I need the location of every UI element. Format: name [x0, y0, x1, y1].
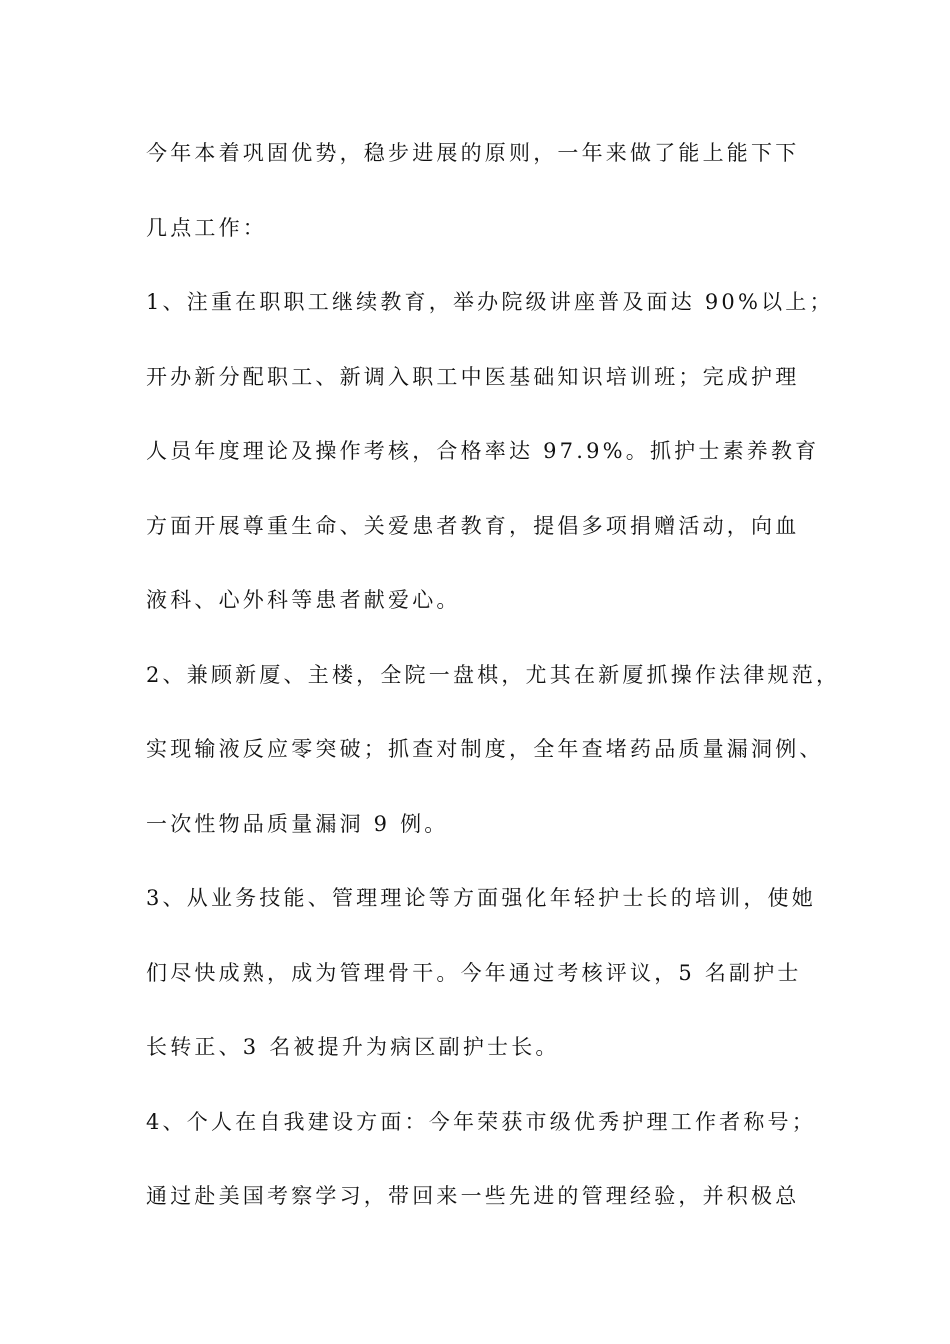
document-line-12: 们尽快成熟，成为管理骨干。今年通过考核评议，5 名副护士: [146, 960, 802, 985]
document-line-2: 几点工作：: [146, 215, 267, 240]
document-line-9: 实现输液反应零突破；抓查对制度，全年查堵药品质量漏洞例、: [146, 737, 824, 761]
document-line-5: 人员年度理论及操作考核，合格率达 97.9%。抓护士素养教育: [146, 439, 820, 463]
document-line-7: 液科、心外科等患者献爱心。: [146, 588, 461, 612]
document-line-4: 开办新分配职工、新调入职工中医基础知识培训班；完成护理: [146, 364, 800, 389]
document-line-8: 2、兼顾新厦、主楼，全院一盘棋，尤其在新厦抓操作法律规范，: [146, 662, 841, 687]
document-line-15: 通过赴美国考察学习，带回来一些先进的管理经验，并积极总: [146, 1184, 800, 1208]
document-line-1: 今年本着巩固优势，稳步进展的原则，一年来做了能上能下下: [146, 141, 800, 165]
document-line-3: 1、注重在职职工继续教育，举办院级讲座普及面达 90%以上；: [146, 290, 834, 314]
document-line-10: 一次性物品质量漏洞 9 例。: [146, 811, 449, 836]
document-line-13: 长转正、3 名被提升为病区副护士长。: [146, 1035, 560, 1059]
document-line-6: 方面开展尊重生命、关爱患者教育，提倡多项捐赠活动，向血: [146, 513, 800, 538]
document-line-11: 3、从业务技能、管理理论等方面强化年轻护士长的培训，使她: [146, 886, 816, 910]
document-line-14: 4、个人在自我建设方面：今年荣获市级优秀护理工作者称号；: [146, 1109, 816, 1134]
document-body: [146, 131, 841, 1249]
